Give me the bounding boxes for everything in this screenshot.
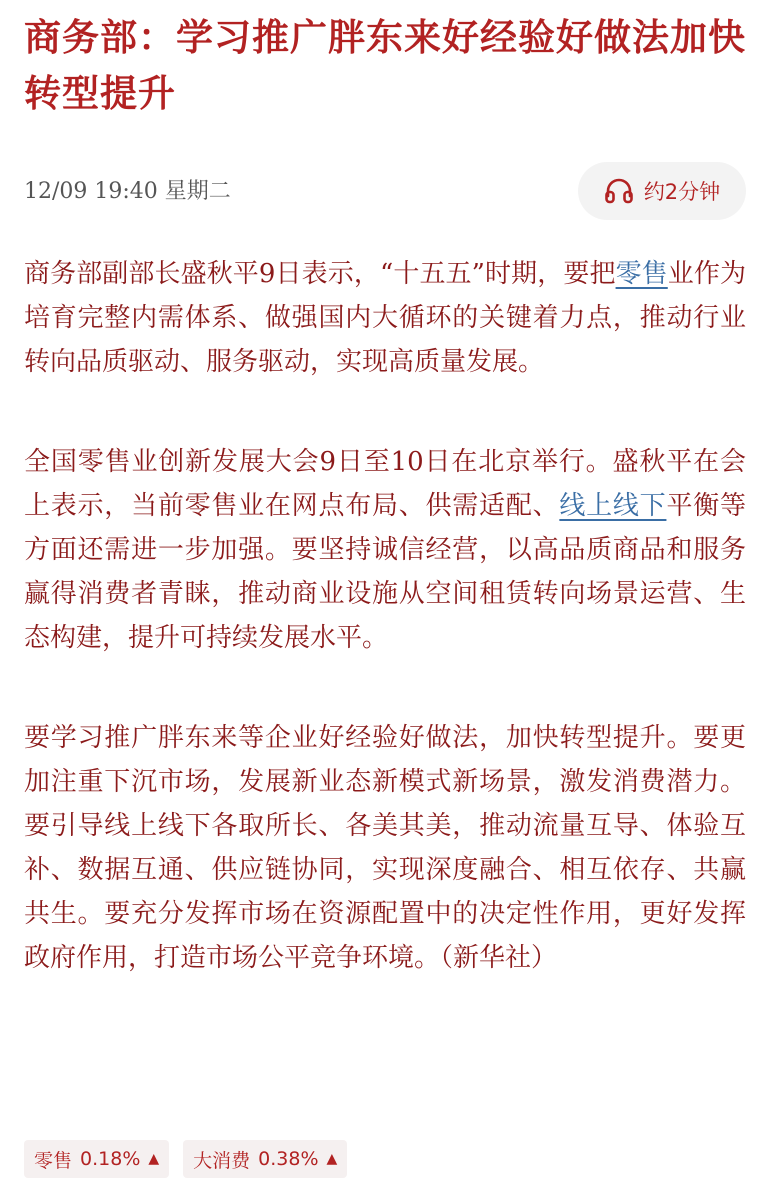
paragraph-1-text-a: 商务部副部长盛秋平9日表示，“十五五”时期，要把: [24, 259, 616, 289]
article-page: [24, 0, 746, 1172]
link-online-offline[interactable]: 线上线下: [559, 491, 667, 521]
article-title: 商务部：学习推广胖东来好经验好做法加快转型提升: [24, 16, 746, 115]
paragraph-3: 要学习推广胖东来等企业好经验好做法，加快转型提升。要更加注重下沉市场，发展新业态新模式新场景，激发消费潜力。要引导线上线下各取所长、各美其美，推动流量互导、体验互补、数据互通、供应链协同，实现深度融合、相互依存、共赢共生。要充分发挥市场在资源配置中的决定性作用，更好发挥政府作用，打造市场公平竞争环境。（新华社）: [24, 723, 746, 973]
read-time-label: 约2分钟: [643, 180, 721, 204]
up-arrow-icon: ▲: [148, 1151, 160, 1167]
headphone-icon: [604, 178, 634, 204]
paragraph-1: [24, 252, 746, 384]
stock-tags: [24, 1140, 347, 1178]
tag-name: 零售: [34, 1149, 73, 1172]
paragraph-2-text-b: 平衡等方面还需进一步加强。要坚持诚信经营，以高品质商品和服务赢得消费者青睐，推动商业设施从空间租赁转向场景运营、生态构建，提升可持续发展水平。: [24, 491, 746, 653]
tag-change: 0.18%: [80, 1148, 141, 1170]
listen-button[interactable]: [578, 162, 746, 220]
tag-consumption[interactable]: [183, 1140, 347, 1178]
paragraph-2-text-a: 全国零售业创新发展大会9日至10日在北京举行。盛秋平在会上表示，当前零售业在网点布局、供需适配、: [24, 447, 746, 521]
publish-datetime: 12/09 19:40 星期二: [24, 179, 231, 204]
link-retail[interactable]: 零售: [615, 259, 668, 289]
article-meta: [24, 162, 746, 222]
tag-retail[interactable]: [24, 1140, 169, 1178]
article-body: [24, 252, 746, 1036]
up-arrow-icon: ▲: [326, 1151, 338, 1167]
tag-change: 0.38%: [258, 1148, 319, 1170]
tag-name: 大消费: [193, 1149, 251, 1172]
paragraph-2: [24, 440, 746, 660]
paragraph-1-text-b: 业作为培育完整内需体系、做强国内大循环的关键着力点，推动行业转向品质驱动、服务驱动，实现高质量发展。: [24, 259, 746, 377]
